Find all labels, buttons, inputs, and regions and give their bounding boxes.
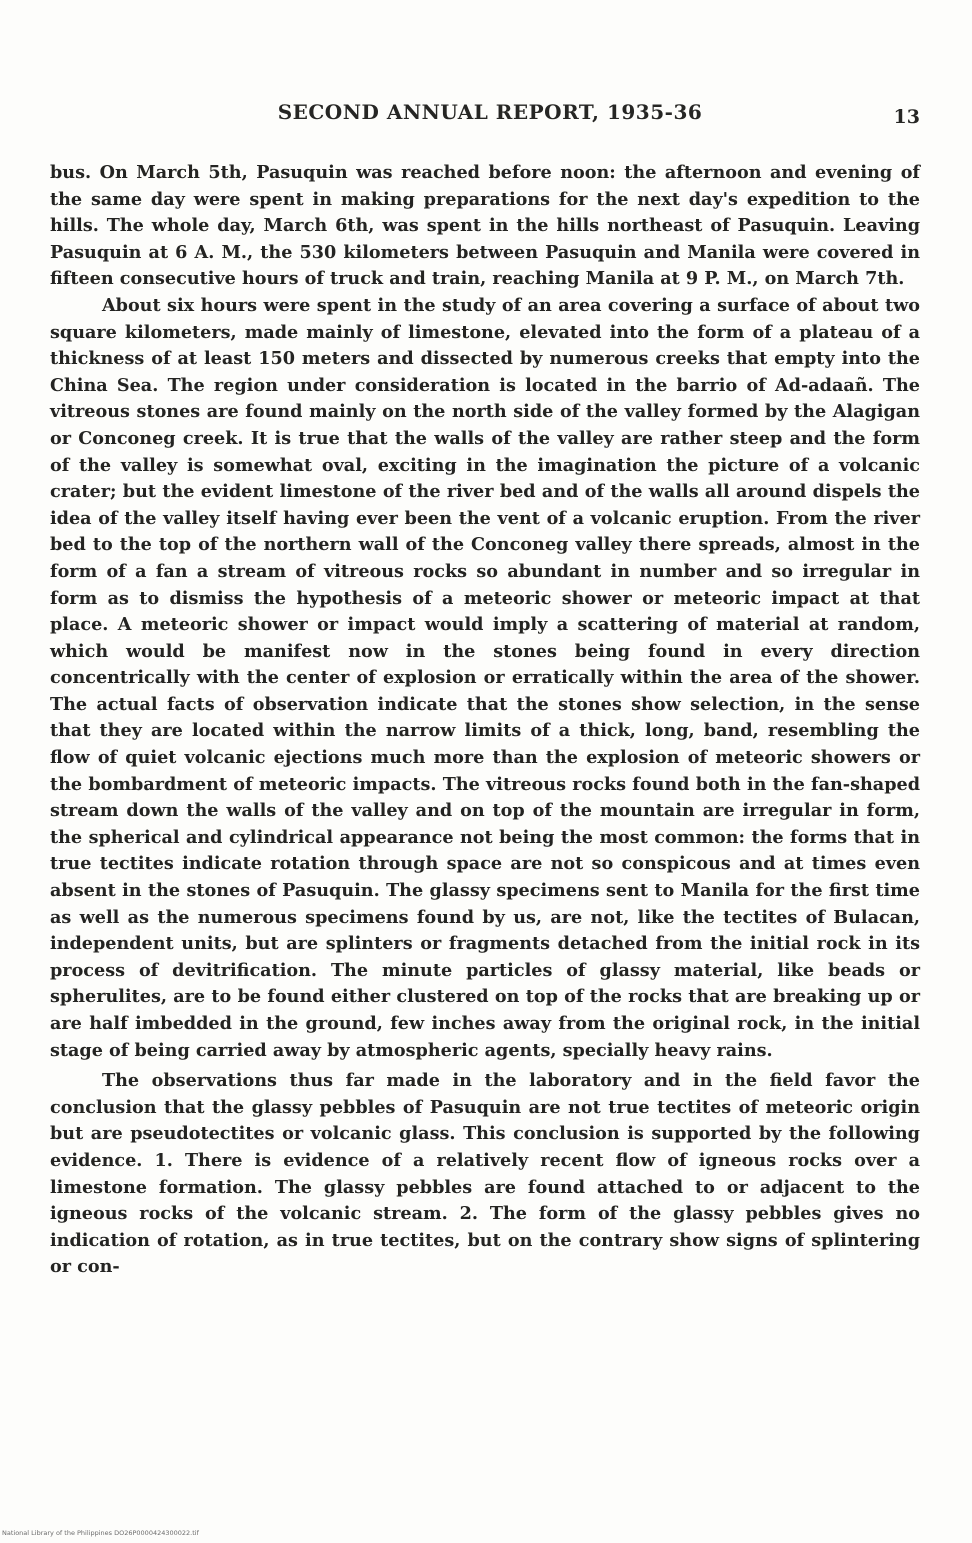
scan-credit: National Library of the Philippines DO26P0000424300022.tif	[2, 1529, 199, 1537]
page-number: 13	[893, 106, 920, 128]
paragraph-conclusion: The observations thus far made in the laboratory and in the field favor the conclusion that the glassy pebbles of Pasuquin are not true tectites of meteoric origin but are pseudotectites or volcanic glass. This conclusion is supported by the following evidence. 1. There is evidence of a relatively recent flow of igneous rocks over a limestone formation. The glassy pebbles are found attached to or adjacent to the igneous rocks of the volcanic stream. 2. The form of the glassy pebbles gives no indication of rotation, as in true tectites, but on the contrary show signs of splintering or con-	[50, 1070, 920, 1278]
running-head	[60, 100, 920, 134]
running-title: SECOND ANNUAL REPORT, 1935-36	[277, 100, 703, 124]
paragraph-continuation: bus. On March 5th, Pasuquin was reached before noon: the afternoon and evening of the same day were spent in making preparations for the next day's expedition to the hills. The whole day, March 6th, was spent in the hills northeast of Pasuquin. Leaving Pasuquin at 6 A. M., the 530 kilometers between Pasuquin and Manila were covered in fifteen consecutive hours of truck and train, reaching Manila at 9 P. M., on March 7th.	[50, 162, 920, 290]
body-text	[50, 160, 920, 1281]
paragraph-field-observations: About six hours were spent in the study of an area covering a surface of about two square kilometers, made mainly of limestone, elevated into the form of a plateau of a thickness of at least 150 meters and dissected by numerous creeks that empty into the China Sea. The region under consideration is located in the barrio of Ad-adaañ. The vitreous stones are found mainly on the north side of the valley formed by the Alagigan or Conconeg creek. It is true that the walls of the valley are rather steep and the form of the valley is somewhat oval, exciting in the imagination the picture of a volcanic crater; but the evident limestone of the river bed and of the walls all around dispels the idea of the valley itself having ever been the vent of a volcanic eruption. From the river bed to the top of the northern wall of the Conconeg valley there spreads, almost in the form of a fan a stream of vitreous rocks so abundant in number and so irregular in form as to dismiss the hypothesis of a meteoric shower or meteoric impact at that place. A meteoric shower or impact would imply a scattering of material at random, which would be manifest now in the stones being found in every direction concentrically with the center of explosion or erratically within the area of the shower. The actual facts of observation indicate that the stones show selection, in the sense that they are located within the narrow limits of a thick, long, band, resembling the flow of quiet volcanic ejections much more than the explosion of meteoric showers or the bombardment of meteoric impacts. The vitreous rocks found both in the fan-shaped stream down the walls of the valley and on top of the mountain are irregular in form, the spherical and cylindrical appearance not being the most common: the forms that in true tectites indicate rotation through space are not so conspicous and at times even absent in the stones of Pasuquin. The glassy specimens sent to Manila for the first time as well as the numerous specimens found by us, are not, like the tectites of Bulacan, independent units, but are splinters or fragments detached from the initial rock in its process of devitrification. The minute particles of glassy material, like beads or spherulites, are to be found either clustered on top of the rocks that are breaking up or are half imbedded in the ground, few inches away from the original rock, in the initial stage of being carried away by atmospheric agents, specially heavy rains.	[50, 294, 920, 1061]
